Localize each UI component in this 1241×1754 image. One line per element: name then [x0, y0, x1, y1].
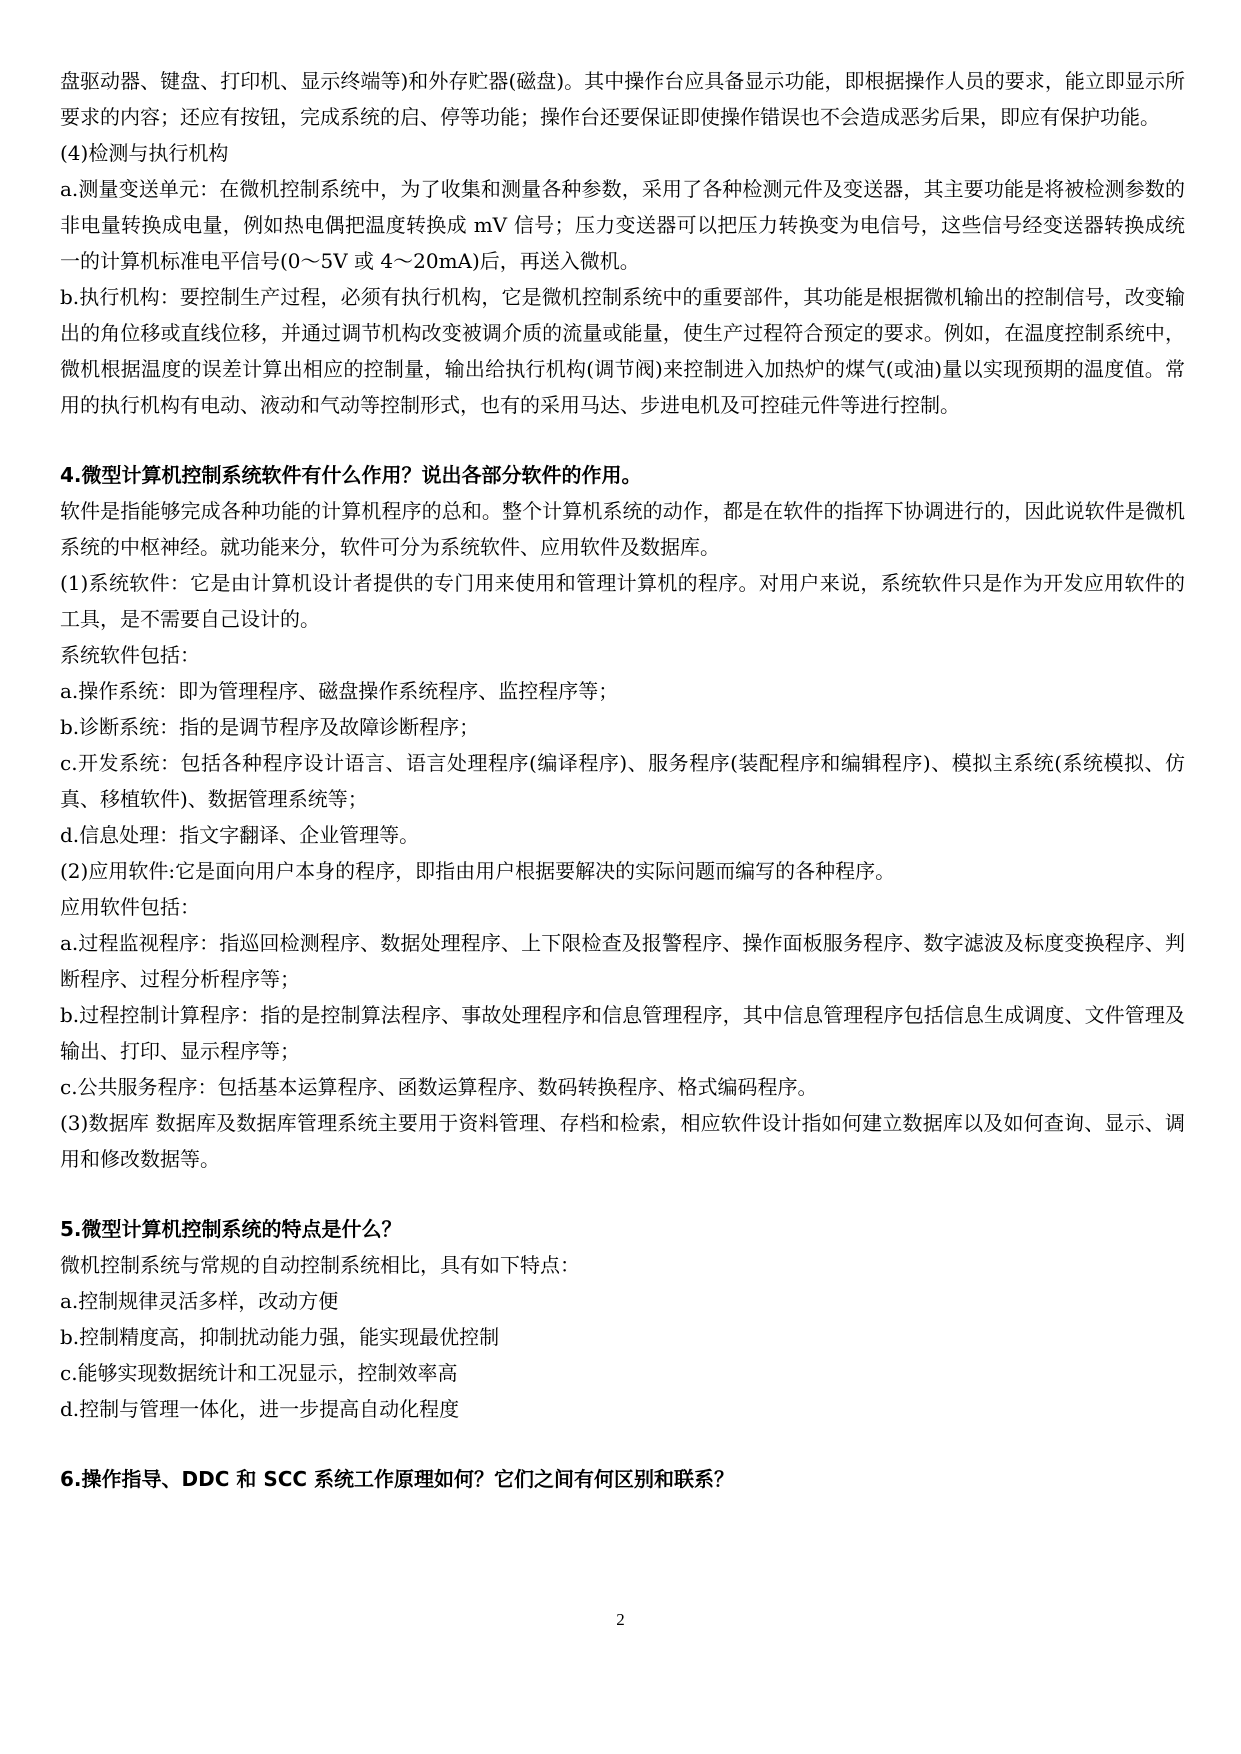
paragraph: 系统软件包括：: [60, 643, 200, 667]
section-heading: (4)检测与执行机构: [60, 141, 229, 165]
list-item: b.诊断系统：指的是调节程序及故障诊断程序；: [60, 715, 480, 739]
question-title: 4.微型计算机控制系统软件有什么作用？说出各部分软件的作用。: [60, 463, 642, 487]
spacer: [60, 1177, 1185, 1211]
page-body: [60, 63, 1185, 1497]
spacer: [60, 1427, 1185, 1461]
list-item: a.控制规律灵活多样，改动方便: [60, 1289, 339, 1313]
spacer: [60, 423, 1185, 457]
paragraph: 应用软件包括：: [60, 895, 200, 919]
list-item: b.控制精度高，抑制扰动能力强，能实现最优控制: [60, 1325, 500, 1349]
question-title: 6.操作指导、DDC 和 SCC 系统工作原理如何？它们之间有何区别和联系？: [60, 1467, 735, 1491]
list-item: c.开发系统：包括各种程序设计语言、语言处理程序(编译程序)、服务程序(装配程序和编辑程序)、模拟主系统(系统模拟、仿真、移植软件)、数据管理系统等；: [60, 751, 1185, 811]
list-item: a.操作系统：即为管理程序、磁盘操作系统程序、监控程序等；: [60, 679, 619, 703]
list-item: a.过程监视程序：指巡回检测程序、数据处理程序、上下限检查及报警程序、操作面板服务程序、数字滤波及标度变换程序、判断程序、过程分析程序等；: [60, 931, 1185, 991]
paragraph: 盘驱动器、键盘、打印机、显示终端等)和外存贮器(磁盘)。其中操作台应具备显示功能，即根据操作人员的要求，能立即显示所要求的内容；还应有按钮，完成系统的启、停等功能；操作台还要保证即使操作错误也不会造成恶劣后果，即应有保护功能。: [60, 69, 1185, 129]
question-title: 5.微型计算机控制系统的特点是什么？: [60, 1217, 402, 1241]
list-item: d.信息处理：指文字翻译、企业管理等。: [60, 823, 420, 847]
paragraph: (3)数据库 数据库及数据库管理系统主要用于资料管理、存档和检索，相应软件设计指如何建立数据库以及如何查询、显示、调用和修改数据等。: [60, 1111, 1185, 1171]
paragraph: (1)系统软件：它是由计算机设计者提供的专门用来使用和管理计算机的程序。对用户来说，系统软件只是作为开发应用软件的工具，是不需要自己设计的。: [60, 571, 1185, 631]
list-item: c.公共服务程序：包括基本运算程序、函数运算程序、数码转换程序、格式编码程序。: [60, 1075, 818, 1099]
paragraph: b.执行机构：要控制生产过程，必须有执行机构，它是微机控制系统中的重要部件，其功能是根据微机输出的控制信号，改变输出的角位移或直线位移，并通过调节机构改变被调介质的流量或能量，使生产过程符合预定的要求。例如，在温度控制系统中，微机根据温度的误差计算出相应的控制量，输出给执行机构(调节阀)来控制进入加热炉的煤气(或油)量以实现预期的温度值。常用的执行机构有电动、液动和气动等控制形式，也有的采用马达、步进电机及可控硅元件等进行控制。: [60, 285, 1185, 417]
paragraph: (2)应用软件:它是面向用户本身的程序，即指由用户根据要解决的实际问题而编写的各种程序。: [60, 859, 896, 883]
list-item: d.控制与管理一体化，进一步提高自动化程度: [60, 1397, 460, 1421]
paragraph: 软件是指能够完成各种功能的计算机程序的总和。整个计算机系统的动作，都是在软件的指挥下协调进行的，因此说软件是微机系统的中枢神经。就功能来分，软件可分为系统软件、应用软件及数据库。: [60, 499, 1185, 559]
paragraph: a.测量变送单元：在微机控制系统中，为了收集和测量各种参数，采用了各种检测元件及变送器，其主要功能是将被检测参数的非电量转换成电量，例如热电偶把温度转换成 mV 信号；压力变送器可以把压力转换变为电信号，这些信号经变送器转换成统一的计算机标准电平信号(0～5V 或 4～20mA)后，再送入微机。: [60, 177, 1185, 273]
paragraph: 微机控制系统与常规的自动控制系统相比，具有如下特点：: [60, 1253, 580, 1277]
list-item: b.过程控制计算程序：指的是控制算法程序、事故处理程序和信息管理程序，其中信息管理程序包括信息生成调度、文件管理及输出、打印、显示程序等；: [60, 1003, 1185, 1063]
list-item: c.能够实现数据统计和工况显示，控制效率高: [60, 1361, 458, 1385]
page-number: 2: [616, 1610, 625, 1629]
